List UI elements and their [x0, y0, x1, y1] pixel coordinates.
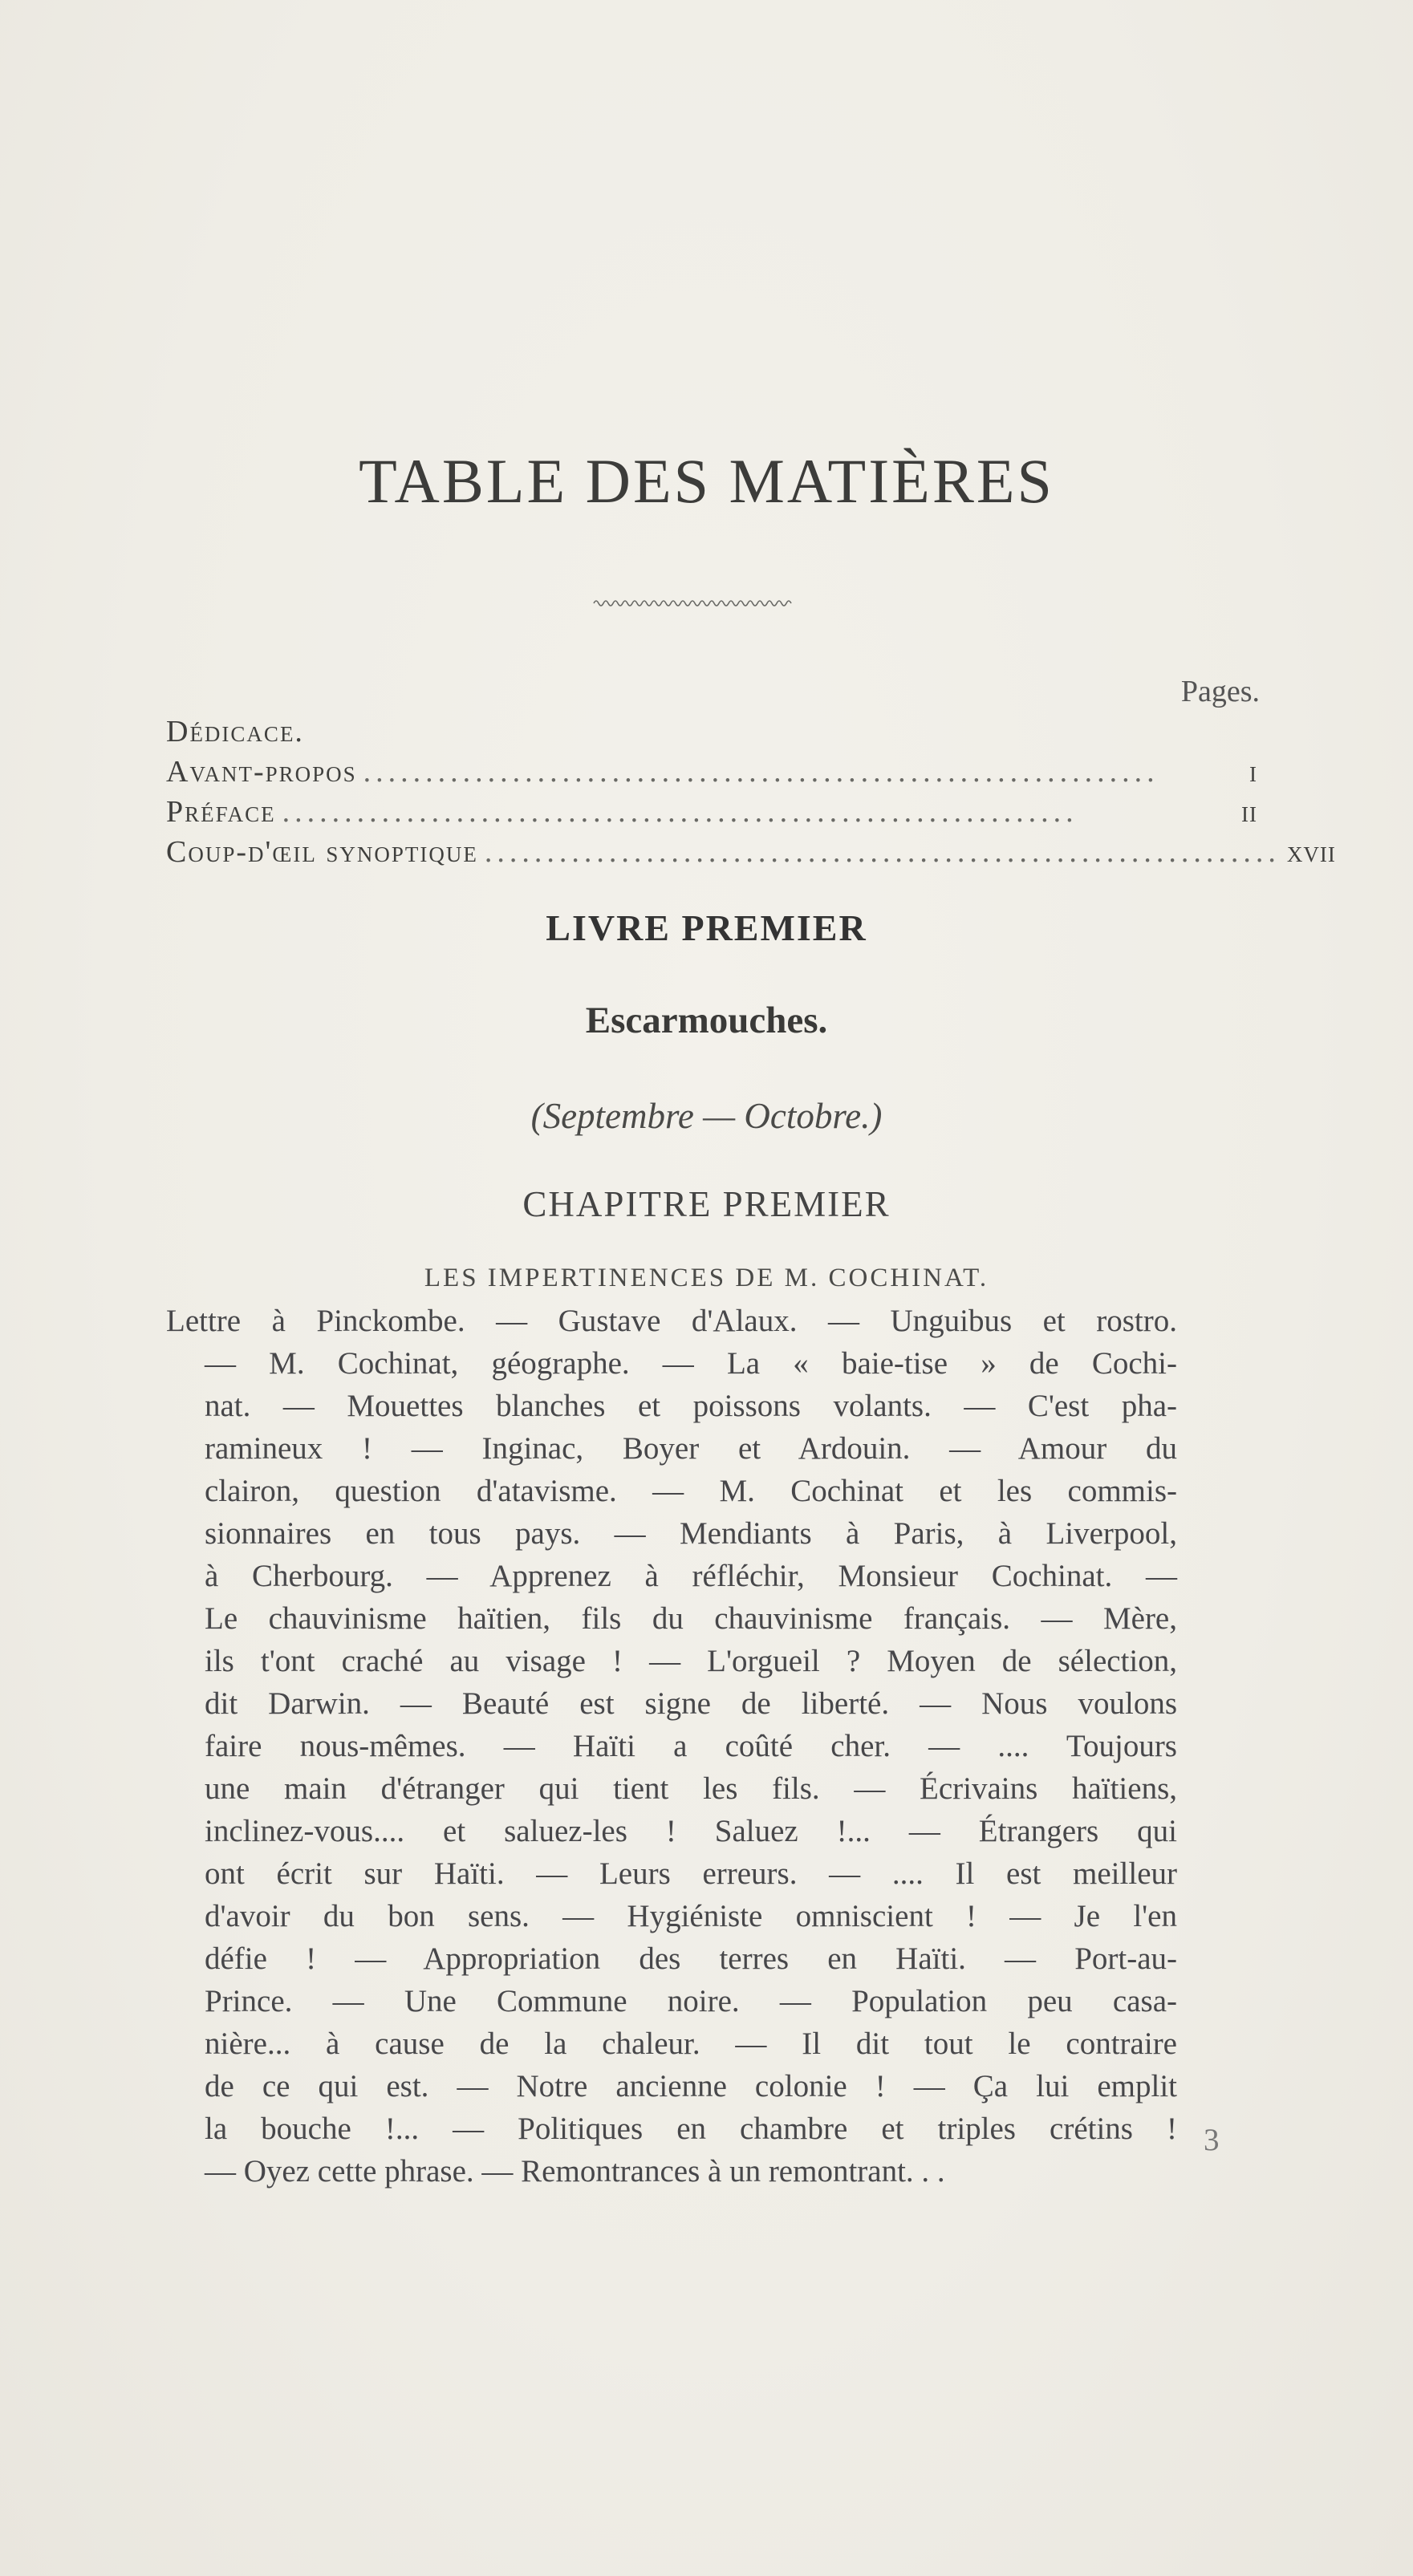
chapter-heading: CHAPITRE PREMIER	[522, 1184, 891, 1224]
chapter-page-number: 3	[1204, 2123, 1220, 2157]
summary-line: clairon, question d'atavisme. — M. Cochinat et les commis-	[205, 1474, 1177, 1508]
summary-line: nière... à cause de la chaleur. — Il dit tout le contraire	[205, 2026, 1177, 2061]
wavy-ornament	[594, 598, 794, 609]
book-period	[0, 1095, 1413, 1137]
toc-leader-dots: ................................................................	[282, 795, 1078, 829]
page-title: TABLE DES MATIÈRES	[359, 446, 1054, 516]
book-period-text: (Septembre — Octobre.)	[530, 1096, 883, 1136]
toc-entry-page: i	[1249, 755, 1257, 789]
summary-line: Prince. — Une Commune noire. — Population peu casa-	[205, 1984, 1177, 2018]
toc-entry	[166, 714, 1257, 754]
book-heading: LIVRE PREMIER	[546, 907, 867, 948]
summary-line: Lettre à Pinckombe. — Gustave d'Alaux. — Unguibus et rostro.	[166, 1304, 1177, 1338]
chapter-title: LES IMPERTINENCES DE M. COCHINAT.	[424, 1264, 989, 1292]
toc-leader-dots: ................................................................	[363, 755, 1159, 789]
toc-entry-label: Dédicace.	[166, 715, 304, 748]
toc-entry-page: xvii	[1286, 835, 1336, 869]
summary-line: ont écrit sur Haïti. — Leurs erreurs. — .... Il est meilleur	[205, 1856, 1177, 1891]
summary-line: défie ! — Appropriation des terres en Haïti. — Port-au-	[205, 1941, 1177, 1976]
pages-column-label: Pages.	[1180, 675, 1260, 708]
toc-entry-label: Préface	[166, 795, 276, 829]
summary-line: — M. Cochinat, géographe. — La « baie-tise » de Cochi-	[205, 1346, 1177, 1381]
summary-line: sionnaires en tous pays. — Mendiants à Paris, à Liverpool,	[205, 1516, 1177, 1551]
summary-line: nat. — Mouettes blanches et poissons volants. — C'est pha-	[205, 1389, 1177, 1423]
toc-entry	[166, 754, 1257, 794]
summary-line: ramineux ! — Inginac, Boyer et Ardouin. — Amour du	[205, 1431, 1177, 1466]
summary-line: dit Darwin. — Beauté est signe de liberté. — Nous voulons	[205, 1686, 1177, 1721]
summary-line: d'avoir du bon sens. — Hygiéniste omniscient ! — Je l'en	[205, 1899, 1177, 1933]
toc-entry-page: ii	[1241, 795, 1257, 829]
summary-line: faire nous-mêmes. — Haïti a coûté cher. — .... Toujours	[205, 1729, 1177, 1763]
toc-list	[166, 714, 1336, 874]
summary-line: à Cherbourg. — Apprenez à réfléchir, Monsieur Cochinat. —	[205, 1559, 1177, 1593]
summary-line: une main d'étranger qui tient les fils. — Écrivains haïtiens,	[205, 1771, 1177, 1806]
chapter-summary	[166, 1300, 1177, 2193]
toc-entry-label: Coup-d'œil synoptique	[166, 835, 478, 869]
toc-entry	[166, 794, 1257, 834]
summary-line: inclinez-vous.... et saluez-les ! Saluez !... — Étrangers qui	[205, 1814, 1177, 1848]
toc-entry	[166, 834, 1336, 874]
book-subtitle: Escarmouches.	[585, 1000, 828, 1041]
summary-line: Le chauvinisme haïtien, fils du chauvinisme français. — Mère,	[205, 1601, 1177, 1636]
toc-leader-dots: ................................................................	[484, 835, 1281, 869]
summary-line: ils t'ont craché au visage ! — L'orgueil ? Moyen de sélection,	[205, 1644, 1177, 1678]
summary-line: — Oyez cette phrase. — Remontrances à un remontrant. . .	[205, 2154, 945, 2189]
summary-line: de ce qui est. — Notre ancienne colonie ! — Ça lui emplit	[205, 2069, 1177, 2103]
toc-entry-label: Avant-propos	[166, 755, 357, 789]
summary-line: la bouche !... — Politiques en chambre et triples crétins !	[205, 2112, 1177, 2146]
